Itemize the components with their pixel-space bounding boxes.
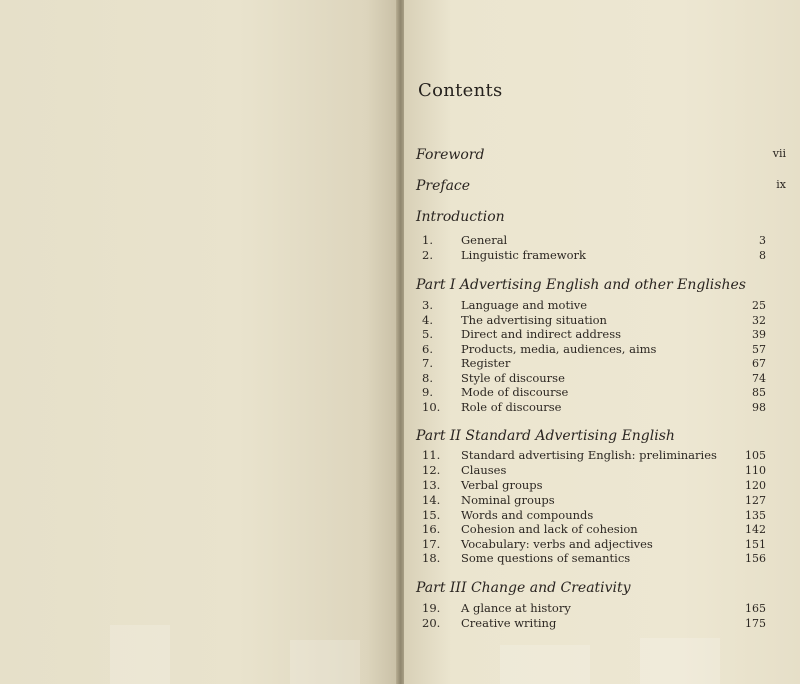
entry-page: 74 [752, 372, 766, 385]
toc-row [416, 248, 768, 263]
entry-title: Words and compounds [461, 508, 594, 522]
entry-number: 2. [422, 248, 433, 262]
entry-title: Mode of discourse [461, 385, 569, 399]
entry-page: 165 [745, 602, 766, 615]
toc-row [416, 551, 768, 566]
entry-number: 1. [422, 233, 433, 247]
entry-number: 18. [422, 551, 441, 565]
section-heading-part-1: Part I Advertising English and other Englishes [416, 277, 746, 293]
toc-row [416, 478, 768, 493]
left-page-blank [0, 0, 398, 684]
toc-row [416, 298, 768, 313]
entry-page: 25 [752, 299, 766, 312]
entry-page: vii [772, 147, 786, 160]
entry-number: 14. [422, 493, 441, 507]
entry-number: 9. [422, 385, 433, 399]
toc-entry-preface [416, 178, 786, 194]
entry-title: Vocabulary: verbs and adjectives [461, 537, 653, 551]
entry-page: 85 [752, 386, 766, 399]
entry-page: 3 [759, 234, 766, 247]
entry-title: Role of discourse [461, 400, 562, 414]
entry-number: 16. [422, 522, 441, 536]
entry-page: 8 [759, 249, 766, 262]
entry-page: 151 [745, 538, 766, 551]
entry-page: 39 [752, 328, 766, 341]
toc-row [416, 601, 768, 616]
entry-number: 8. [422, 371, 433, 385]
entry-title: The advertising situation [461, 313, 607, 327]
entry-page: 142 [745, 523, 766, 536]
section-heading-part-2: Part II Standard Advertising English [416, 428, 675, 444]
entry-number: 10. [422, 400, 441, 414]
entry-number: 20. [422, 616, 441, 630]
entry-label: Preface [416, 178, 471, 194]
toc-row [416, 537, 768, 552]
entry-number: 13. [422, 478, 441, 492]
entry-page: 156 [745, 552, 766, 565]
entry-number: 11. [422, 448, 441, 462]
paper-stain [290, 640, 360, 684]
entry-number: 12. [422, 463, 441, 477]
entry-title: Linguistic framework [461, 248, 587, 262]
paper-stain [110, 625, 170, 684]
entry-number: 4. [422, 313, 433, 327]
paper-stain [640, 638, 720, 684]
entry-title: Products, media, audiences, aims [461, 342, 657, 356]
entry-number: 17. [422, 537, 441, 551]
toc-row [416, 400, 768, 415]
section-heading-part-3: Part III Change and Creativity [416, 580, 631, 596]
entry-title: Register [461, 356, 511, 370]
toc-row [416, 493, 768, 508]
entry-title: General [461, 233, 508, 247]
entry-number: 6. [422, 342, 433, 356]
entry-page: 135 [745, 509, 766, 522]
toc-row [416, 371, 768, 386]
section-heading-introduction: Introduction [416, 209, 505, 225]
entry-title: Direct and indirect address [461, 327, 622, 341]
entry-page: 32 [752, 314, 766, 327]
entry-page: ix [776, 178, 786, 191]
toc-row [416, 463, 768, 478]
toc-row [416, 233, 768, 248]
entry-title: Creative writing [461, 616, 557, 630]
entry-number: 19. [422, 601, 441, 615]
toc-row [416, 342, 768, 357]
entry-title: Cohesion and lack of cohesion [461, 522, 638, 536]
entry-title: Language and motive [461, 298, 588, 312]
toc-row [416, 356, 768, 371]
entry-title: Some questions of semantics [461, 551, 631, 565]
entry-page: 127 [745, 494, 766, 507]
entry-page: 57 [752, 343, 766, 356]
toc-row [416, 616, 768, 631]
entry-page: 120 [745, 479, 766, 492]
entry-page: 98 [752, 401, 766, 414]
toc-row [416, 385, 768, 400]
entry-number: 7. [422, 356, 433, 370]
entry-title: Clauses [461, 463, 507, 477]
entry-page: 175 [745, 617, 766, 630]
entry-number: 15. [422, 508, 441, 522]
toc-row [416, 448, 768, 463]
entry-title: Verbal groups [461, 478, 543, 492]
entry-number: 3. [422, 298, 433, 312]
entry-title: Standard advertising English: preliminaries [461, 448, 717, 462]
toc-row [416, 313, 768, 328]
entry-page: 67 [752, 357, 766, 370]
page-title: Contents [418, 80, 503, 101]
entry-label: Foreword [416, 147, 485, 163]
entry-number: 5. [422, 327, 433, 341]
entry-title: Style of discourse [461, 371, 565, 385]
toc-row [416, 327, 768, 342]
entry-page: 110 [745, 464, 766, 477]
toc-row [416, 508, 768, 523]
entry-title: Nominal groups [461, 493, 555, 507]
toc-row [416, 522, 768, 537]
entry-title: A glance at history [461, 601, 571, 615]
entry-page: 105 [745, 449, 766, 462]
toc-entry-foreword [416, 147, 786, 163]
paper-stain [500, 645, 590, 684]
